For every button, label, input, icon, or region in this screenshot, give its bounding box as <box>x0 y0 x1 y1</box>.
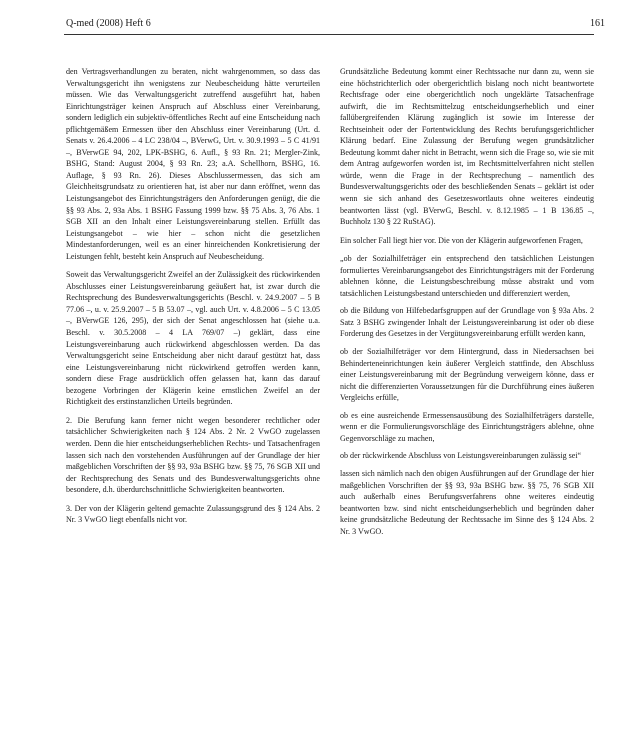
quoted-question: ob der rückwirkende Abschluss von Leistungsvereinbarungen zulässig sei“ <box>340 451 582 461</box>
paragraph: 2. Die Berufung kann ferner nicht wegen besonderer rechtlicher oder tatsächlicher Schwierigkeiten nach § 124 Abs. 2 Nr. 2 VwGO zugelassen werden. Denn die hier entscheidungserheblichen Rechts- und Tatsachenfragen lassen sich nach den vorstehenden Ausführungen auf der Grundlage der hier maßgeblichen Vorschriften der §§ 93, 93a BSHG bzw. §§ 75, 76 SGB XII und der Rechtsprechung des Senats und des Bundesverwaltungsgerichts ohne besondere, d.h. überdurchschnittliche Schwierigkeiten beantworten. <box>66 415 320 495</box>
paragraph: Ein solcher Fall liegt hier vor. Die von der Klägerin aufgeworfenen Fragen, <box>340 235 583 245</box>
paragraph: Grundsätzliche Bedeutung kommt einer Rechtssache nur dann zu, wenn sie eine höchstrichterlich oder obergerichtlich bislang noch nicht beantwortete Rechtsfrage oder eine obergerichtlich noch ungeklärte Tatsachenfrage aufwirft, die im Rechtsmittelzug entscheidungserheblich und einer fallübergreifenden Klärung zugänglich ist sowie im Interesse der Rechtseinheit oder der Fortentwicklung des Rechts berufungsgerichtlicher Klärung bedarf. Eine Zulassung der Berufung wegen grundsätzlicher Bedeutung kommt daher nicht in Betracht, wenn sich die Frage so, wie sie mit dem Antrag aufgeworfen worden ist, im Rechtsmittelverfahren nicht stellen würde, wenn die Frage in der Rechtsprechung – namentlich des Bundesverwaltungsgerichts oder des beschließenden Senats – geklärt ist oder wenn sie sich anhand des Gesetzeswortlauts ohne weiteres eindeutig beantworten lässt (vgl. BVerwG, Beschl. v. 8.12.1985 – 1 B 136.85 –, Buchholz 130 § 22 RuStAG). <box>340 67 594 227</box>
quoted-question: ob die Bildung von Hilfebedarfsgruppen auf der Grundlage von § 93a Abs. 2 Satz 3 BSHG zwingender Inhalt der Leistungsvereinbarung ist oder ob diese Forderung des Gesetzes in der Vergütungsvereinbarung erfüllt werden kann, <box>340 306 594 339</box>
quoted-question: ob es eine ausreichende Ermessensausübung des Sozialhilfeträgers darstelle, wenn er die Formulierungsvorschläge des Einrichtungsträgers ablehne, ohne Gegenvorschläge zu machen, <box>340 410 594 443</box>
paragraph: Soweit das Verwaltungsgericht Zweifel an der Zulässigkeit des rückwirkenden Abschlusses einer Leistungsvereinbarung geäußert hat, ist zwar durch die Rechtsprechung des Bundesverwaltungsgerichts (Beschl. v. 24.9.2007 – 5 B 77.06 –, u. v. 25.9.2007 – 5 B 53.07 –, vgl. auch Urt. v. 4.8.2006 – 5 C 13.05 –, BVerwGE 126, 295), der sich der Senat angeschlossen hat (siehe u.a. Beschl. v. 30.5.2008 – 4 LA 769/07 –) geklärt, dass eine Leistungsvereinbarung auch rückwirkend abgeschlossen werden. Da das Verwaltungsgericht seine Entscheidung aber nicht darauf gestützt hat, dass eine Leistungsvereinbarung nicht rückwirkend getroffen werden kann, sondern diese Frage ausdrücklich offen gelassen hat, kann das darauf bezogene Vorbringen der Klägerin keine ernstlichen Zweifel an der Richtigkeit des erstinstanzlichen Urteils begründen. <box>66 270 320 407</box>
header-rule <box>64 34 594 35</box>
paragraph: den Vertragsverhandlungen zu beraten, nicht wahrgenommen, so dass das Verwaltungsgericht ihn wenigstens zur Neubescheidung hätte verurteilen müssen. Wie das Verwaltungsgericht zutreffend ausgeführt hat, haben Einrichtungsträger keinen Anspruch auf Abschluss einer Vereinbarung, sondern lediglich ein subjektiv-öffentliches Recht auf eine Entscheidung nach pflichtgemäßem Ermessen über den Abschluss einer Vereinbarung (Urt. d. Senats v. 26.4.2006 – 4 LC 238/04 –, BVerwG, Urt. v. 30.9.1993 – 5 C 41/91 –, BVerwGE 94, 202, LPK-BSHG, 6. Aufl., § 93 Rn. 21; Mergler-Zink, BSHG, Stand: August 2004, § 93 Rn. 23; a.A. Schellhorn, BSHG, 16. Auflage, § 93 Rn. 26). Dieses Abschlussermessen, das sich am Gleichheitsgrundsatz zu orientieren hat, ist aber nur dann eröffnet, wenn das Leistungsangebot des Einrichtungsträgers den Anforderungen genügt, die die §§ 93 Abs. 2, 93a Abs. 1 BSHG Fassung 1999 bzw. §§ 75 Abs. 3, 76 Abs. 1 SGB XII an den Inhalt einer Leistungsvereinbarung stellen. Erfüllt das Leistungsangebot – wie hier – schon nicht die gesetzlichen Mindestanforderungen, weil es an einer hinreichenden Konkretisierung der Leistungen fehlt, besteht kein Anspruch auf Neubescheidung. <box>66 67 320 261</box>
page-number: 161 <box>590 18 605 29</box>
running-header-journal: Q-med (2008) Heft 6 <box>66 18 151 29</box>
left-column <box>66 66 320 533</box>
paragraph: lassen sich nämlich nach den obigen Ausführungen auf der Grundlage der hier maßgeblichen Vorschriften der §§ 93, 93a BSHG bzw. §§ 75, 76 SGB XII auch außerhalb eines Berufungsverfahrens ohne weiteres eindeutig beantworten bzw. sind nicht entscheidungserheblich und begründen daher keine grundsätzliche Bedeutung der Rechtssache im Sinne des § 124 Abs. 2 Nr. 3 VwGO. <box>340 468 594 536</box>
paragraph: 3. Der von der Klägerin geltend gemachte Zulassungsgrund des § 124 Abs. 2 Nr. 3 VwGO liegt ebenfalls nicht vor. <box>66 503 320 525</box>
quoted-question: ob der Sozialhilfeträger vor dem Hintergrund, dass in Niedersachsen bei Behinderteneinrichtungen kein äußerer Vergleich stattfinde, den Abschluss einer Leistungsvereinbarung mit der Begründung verweigern könne, dass er nicht die differenzierten Voraussetzungen für die Durchführung eines äußeren Vergleichs erfülle, <box>340 347 594 403</box>
quoted-question: „ob der Sozialhilfeträger ein entsprechend den tatsächlichen Leistungen formuliertes Vereinbarungsangebot des Einrichtungsträgers mit der Forderung ablehnen könne, die Leistungsbeschreibung müsse abstrakt und vom tatsächlichen Leistungsbestand unterschieden und differenziert werden, <box>340 254 594 298</box>
right-column <box>340 66 594 544</box>
